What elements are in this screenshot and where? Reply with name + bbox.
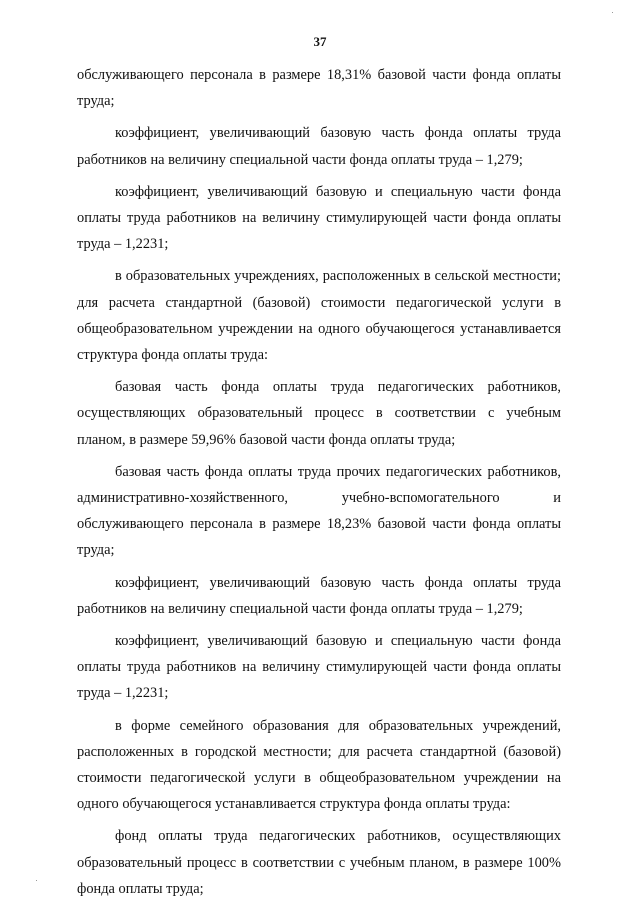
paragraph-special-coefficient-2: коэффициент, увеличивающий базовую часть фонда оплаты труда работников на величину специальной части фонда оплаты труда – 1,279;	[77, 574, 561, 617]
scan-speck	[612, 12, 613, 13]
paragraph-rural-schools: в образовательных учреждениях, расположенных в сельской местности; для расчета стандартной (базовой) стоимости педагогической услуги в общеобразовательном учреждении на одного обучающегося устанавливается структура фонда оплаты труда:	[77, 268, 561, 364]
paragraph-stimulating-coefficient: коэффициент, увеличивающий базовую и специальную части фонда оплаты труда работников на величину стимулирующей части фонда оплаты труда – 1,2231;	[77, 183, 561, 253]
paragraph-stimulating-coefficient-2: коэффициент, увеличивающий базовую и специальную части фонда оплаты труда работников на величину стимулирующей части фонда оплаты труда – 1,2231;	[77, 633, 561, 702]
paragraph-teaching-fund-100: фонд оплаты труда педагогических работников, осуществляющих образовательный процесс в соответствии с учебным планом, в размере 100% фонда оплаты труда;	[77, 828, 561, 897]
page-number: 37	[313, 34, 327, 49]
paragraph-family-education: в форме семейного образования для образовательных учреждений, расположенных в городской местности; для расчета стандартной (базовой) стоимости педагогической услуги в общеобразовательном учреждении на одного обучающегося устанавливается структура фонда оплаты труда:	[77, 717, 561, 813]
document-body	[77, 62, 561, 908]
paragraph-special-coefficient: коэффициент, увеличивающий базовую часть фонда оплаты труда работников на величину специальной части фонда оплаты труда – 1,279;	[77, 125, 561, 168]
paragraph-base-teaching-staff: базовая часть фонда оплаты труда педагогических работников, осуществляющих образовательный процесс в соответствии с учебным планом, в размере 59,96% базовой части фонда оплаты труда;	[77, 379, 561, 448]
paragraph-continuation: обслуживающего персонала в размере 18,31% базовой части фонда оплаты труда;	[77, 67, 561, 110]
paragraph-base-other-staff: базовая часть фонда оплаты труда прочих педагогических работников, административно-хозяйственного, учебно-вспомогательного и обслуживающего персонала в размере 18,23% базовой части фонда оплаты труда;	[77, 463, 561, 559]
scan-speck	[36, 880, 37, 881]
